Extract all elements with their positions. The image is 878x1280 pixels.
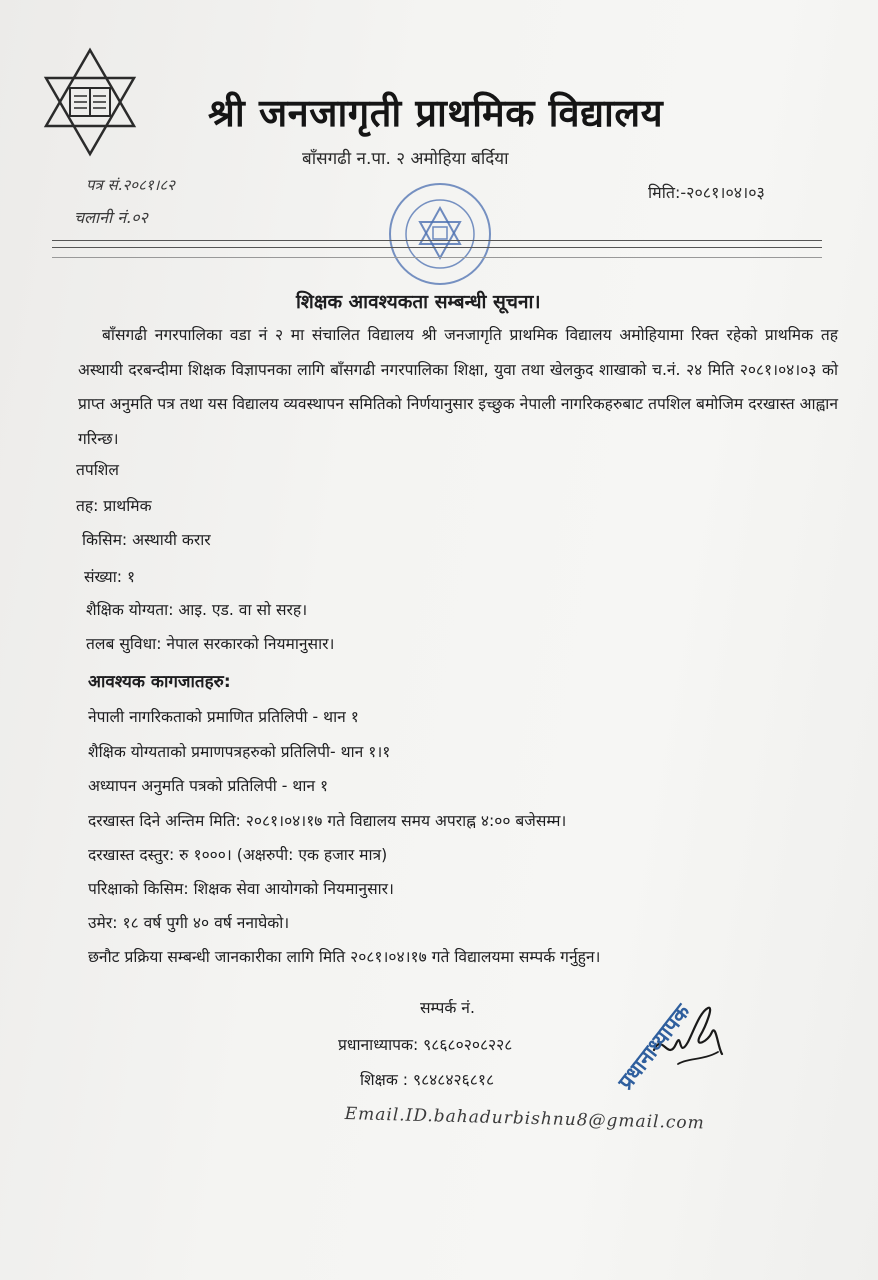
notice-title: शिक्षक आवश्यकता सम्बन्धी सूचना। xyxy=(296,291,541,313)
headmaster-stamp: प्रधानाध्यापक xyxy=(613,999,695,1095)
headmaster-phone: प्रधानाध्यापक: ९८६८०२०८२२८ xyxy=(338,1036,513,1054)
detail-level: तह: प्राथमिक xyxy=(76,497,152,515)
school-seal-stamp xyxy=(376,178,504,290)
document-item: शैक्षिक योग्यताको प्रमाणपत्रहरुको प्रतिलिपी- थान १।१ xyxy=(88,743,391,761)
document-item: नेपाली नागरिकताको प्रमाणित प्रतिलिपी - थान १ xyxy=(88,708,359,726)
detail-salary: तलब सुविधा: नेपाल सरकारको नियमानुसार। xyxy=(86,635,335,653)
detail-type: किसिम: अस्थायी करार xyxy=(82,531,211,549)
teacher-phone: शिक्षक : ९८४८४२६८१८ xyxy=(360,1071,495,1089)
contact-heading: सम्पर्क नं. xyxy=(420,999,475,1017)
contact-email: Email.ID.bahadurbishnu8@gmail.com xyxy=(344,1104,706,1134)
dispatch-number: चलानी नं.०२ xyxy=(74,208,148,227)
document-item: परिक्षाको किसिम: शिक्षक सेवा आयोगको नियमानुसार। xyxy=(88,880,394,898)
notice-body: बाँसगढी नगरपालिका वडा नं २ मा संचालित विद्यालय श्री जनजागृति प्राथमिक विद्यालय अमोहियामा रिक्त रहेको प्राथमिक तह अस्थायी दरबन्दीमा शिक्षक विज्ञापनका लागि बाँसगढी नगरपालिका शिक्षा, युवा तथा खेलकुद शाखाको च.नं. २४ मिति २०८१।०४।०३ को प्राप्त अनुमति पत्र तथा यस विद्यालय व्यवस्थापन समितिको निर्णयानुसार इच्छुक नेपाली नागरिकहरुबाट तपशिल बमोजिम दरखास्त आह्वान गरिन्छ। xyxy=(78,326,838,448)
document-item: उमेर: १८ वर्ष पुगी ४० वर्ष ननाघेको। xyxy=(88,914,290,932)
school-logo-icon xyxy=(36,44,144,160)
document-item: छनौट प्रक्रिया सम्बन्धी जानकारीका लागि मिति २०८१।०४।१७ गते विद्यालयमा सम्पर्क गर्नुहुन। xyxy=(88,948,601,966)
letter-number: पत्र सं.२०८१।८२ xyxy=(86,176,175,194)
documents-heading: आवश्यक कागजातहरु: xyxy=(88,672,231,692)
header-divider-third xyxy=(52,257,822,258)
letter-date: मिति:-२०८१।०४।०३ xyxy=(648,183,765,202)
document-item: अध्यापन अनुमति पत्रको प्रतिलिपी - थान १ xyxy=(88,777,329,795)
header-divider-top xyxy=(52,240,822,241)
document-item: दरखास्त दस्तुर: रु १०००। (अक्षरुपी: एक हजार मात्र) xyxy=(88,846,388,864)
detail-count: संख्या: १ xyxy=(84,568,136,586)
details-heading: तपशिल xyxy=(76,461,119,479)
header-divider-bottom xyxy=(52,247,822,248)
school-name: श्री जनजागृती प्राथमिक विद्यालय xyxy=(208,91,664,135)
document-item: दरखास्त दिने अन्तिम मिति: २०८१।०४।१७ गते विद्यालय समय अपराह्न ४:०० बजेसम्म। xyxy=(88,812,567,830)
detail-qualification: शैक्षिक योग्यता: आइ. एड. वा सो सरह। xyxy=(86,601,308,619)
school-address: बाँसगढी न.पा. २ अमोहिया बर्दिया xyxy=(302,149,509,169)
